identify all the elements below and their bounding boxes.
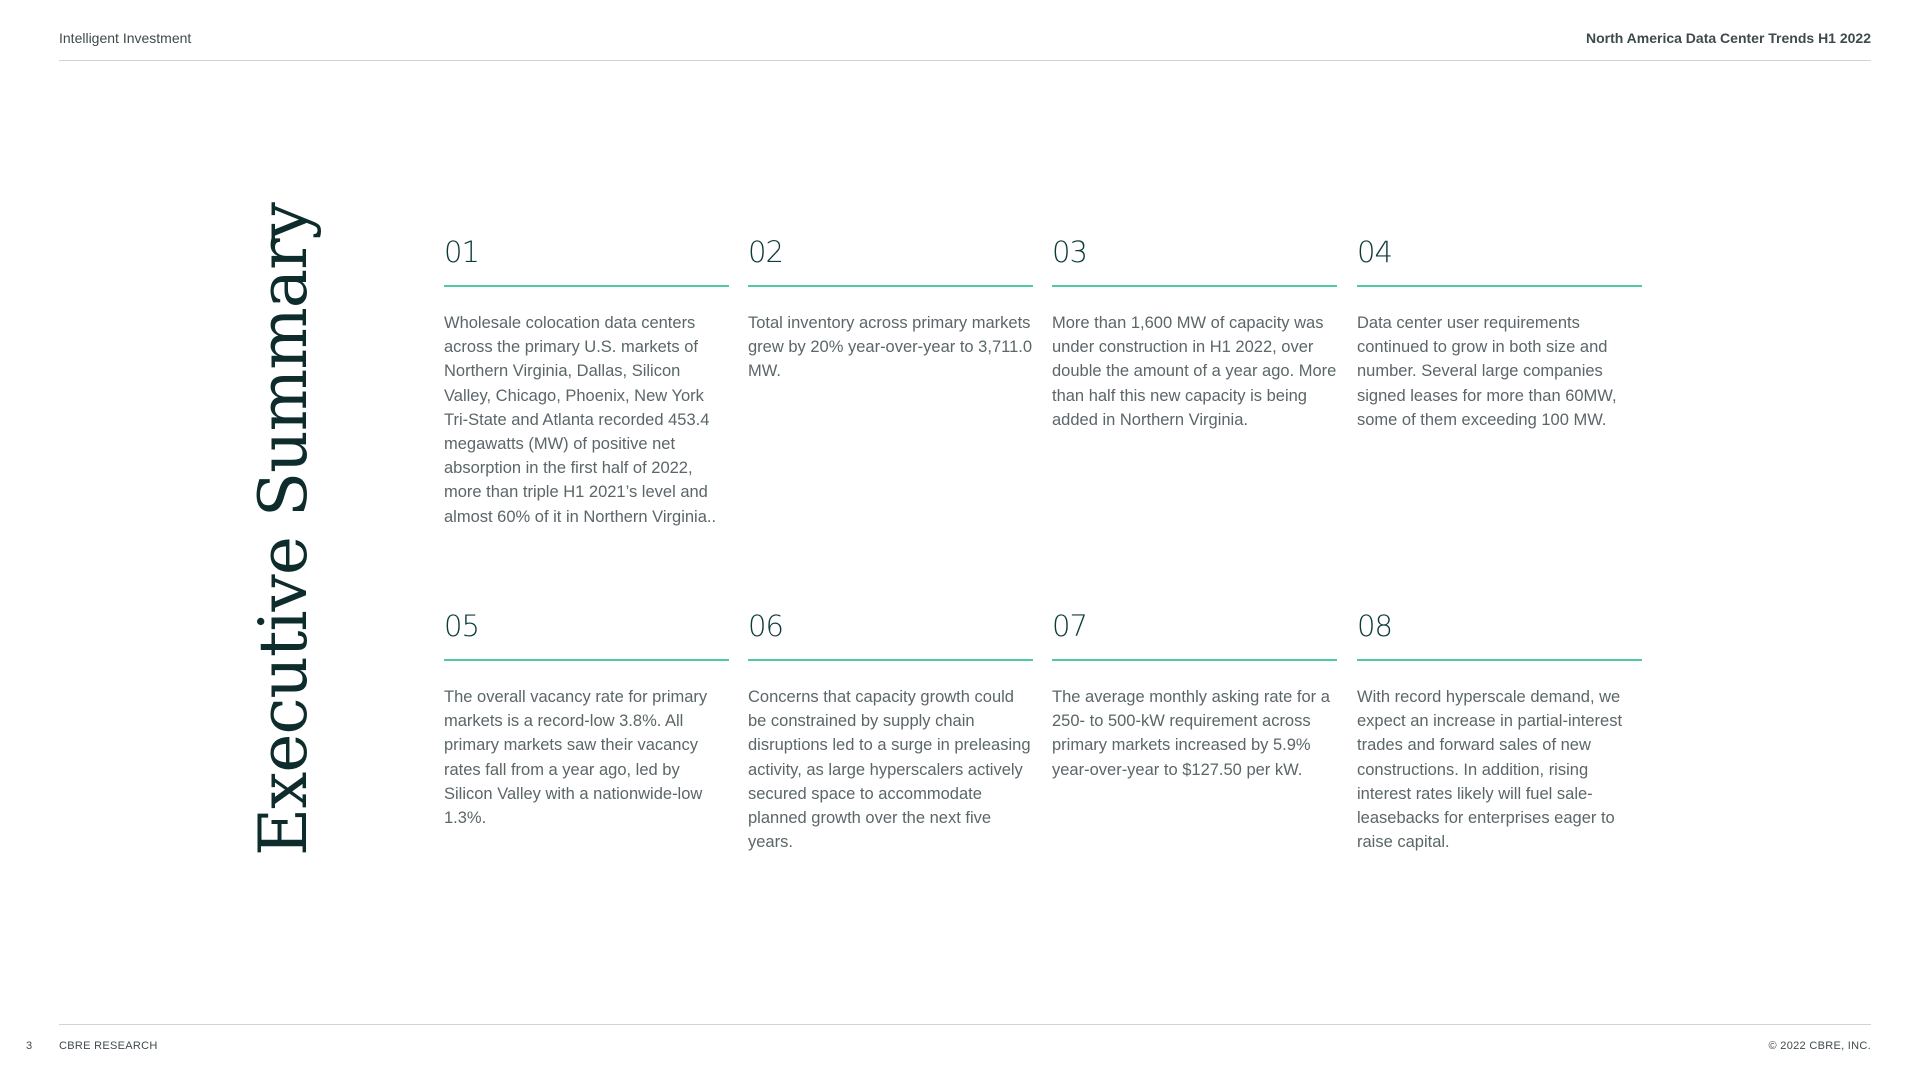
- summary-item-number: 05: [444, 609, 729, 661]
- summary-item-02: [748, 235, 1033, 384]
- summary-item-07: [1052, 609, 1337, 782]
- header-brand-label: Intelligent Investment: [59, 30, 192, 46]
- page-footer: [59, 1024, 1871, 1055]
- summary-item-06: [748, 609, 1033, 854]
- summary-item-number: 04: [1357, 235, 1642, 287]
- section-title-container: [245, 203, 322, 856]
- summary-item-03: [1052, 235, 1337, 432]
- summary-item-text: With record hyperscale demand, we expect an increase in partial-interest trades and forward sales of new constructions. In addition, rising interest rates likely will fuel sale-leasebacks for enterprises eager to raise capital.: [1357, 688, 1623, 852]
- summary-item-number: 01: [444, 235, 729, 287]
- footer-copyright: © 2022 CBRE, INC.: [1768, 1040, 1871, 1052]
- section-title: Executive Summary: [245, 203, 322, 856]
- footer-research-label: CBRE RESEARCH: [59, 1040, 158, 1052]
- summary-item-05: [444, 609, 729, 830]
- summary-item-text: Concerns that capacity growth could be constrained by supply chain disruptions led to a surge in preleasing activity, as large hyperscalers actively secured space to accommodate planned growth over the next five years.: [748, 688, 1031, 852]
- page-number: 3: [26, 1040, 33, 1052]
- summary-item-text: Data center user requirements continued to grow in both size and number. Several large companies signed leases for more than 60MW, some of them exceeding 100 MW.: [1357, 314, 1617, 429]
- page-header: [59, 30, 1871, 61]
- header-report-title: North America Data Center Trends H1 2022: [1585, 30, 1871, 46]
- summary-item-number: 06: [748, 609, 1033, 661]
- summary-item-text: Total inventory across primary markets grew by 20% year-over-year to 3,711.0 MW.: [748, 314, 1033, 381]
- summary-item-text: More than 1,600 MW of capacity was under construction in H1 2022, over double the amount of a year ago. More than half this new capacity is being added in Northern Virginia.: [1052, 314, 1337, 429]
- summary-item-08: [1357, 609, 1642, 854]
- summary-item-01: [444, 235, 729, 529]
- summary-item-number: 02: [748, 235, 1033, 287]
- summary-item-04: [1357, 235, 1642, 432]
- summary-item-text: The overall vacancy rate for primary markets is a record-low 3.8%. All primary markets saw their vacancy rates fall from a year ago, led by Silicon Valley with a nationwide-low 1.3%.: [444, 688, 708, 828]
- summary-item-text: The average monthly asking rate for a 250- to 500-kW requirement across primary markets increased by 5.9% year-over-year to $127.50 per kW.: [1052, 688, 1330, 779]
- summary-item-number: 03: [1052, 235, 1337, 287]
- summary-item-text: Wholesale colocation data centers across the primary U.S. markets of Northern Virginia, Dallas, Silicon Valley, Chicago, Phoenix, New York Tri-State and Atlanta recorded 453.4 megawatts (MW) of positive net absorption in the first half of 2022, more than triple H1 2021’s level and almost 60% of it in Northern Virginia..: [444, 314, 717, 526]
- summary-item-number: 07: [1052, 609, 1337, 661]
- summary-item-number: 08: [1357, 609, 1642, 661]
